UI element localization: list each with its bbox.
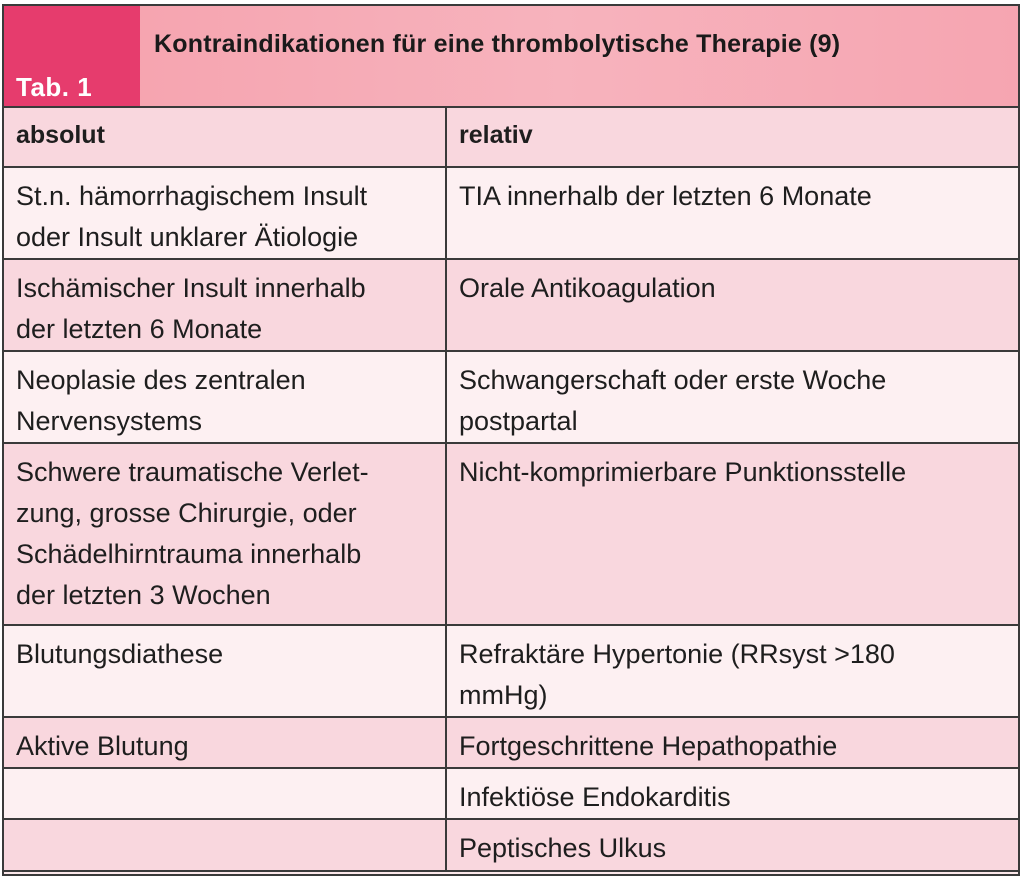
table-title: Kontraindikationen für eine thrombolytische Therapie (9) — [154, 30, 841, 58]
cell-text-line: Orale Antikoagulation — [459, 273, 716, 303]
cell-text-line: Schädelhirntrauma innerhalb — [16, 539, 362, 569]
cell-text-line: oder Insult unklarer Ätiologie — [16, 222, 359, 252]
cell-relativ — [446, 625, 1018, 717]
cell-absolut — [4, 351, 446, 443]
cell-absolut — [4, 259, 446, 351]
cell-text-line: postpartal — [459, 406, 578, 436]
table-number-badge — [4, 6, 140, 106]
cell-relativ — [446, 259, 1018, 351]
cell-text-line: Schwangerschaft oder erste Woche — [459, 365, 887, 395]
column-header-relativ: relativ — [446, 108, 1018, 167]
table-row — [4, 625, 1018, 717]
contraindications-table — [4, 108, 1018, 872]
contraindications-table-card — [2, 4, 1020, 876]
cell-absolut — [4, 717, 446, 768]
cell-absolut — [4, 167, 446, 259]
cell-text-line: der letzten 6 Monate — [16, 314, 263, 344]
table-row — [4, 819, 1018, 871]
cell-text-line: der letzten 3 Wochen — [16, 580, 271, 610]
cell-text-line: Peptisches Ulkus — [459, 833, 667, 863]
cell-relativ — [446, 819, 1018, 871]
table-row — [4, 443, 1018, 625]
cell-text-line: Nicht-komprimierbare Punktionsstelle — [459, 457, 907, 487]
cell-text-line: Nervensystems — [16, 406, 203, 436]
table-row — [4, 717, 1018, 768]
table-header-row — [4, 108, 1018, 167]
cell-absolut — [4, 819, 446, 871]
cell-relativ — [446, 443, 1018, 625]
cell-relativ — [446, 351, 1018, 443]
cell-relativ — [446, 768, 1018, 819]
table-row — [4, 259, 1018, 351]
cell-text-line: Blutungsdiathese — [16, 639, 224, 669]
cell-text-line: zung, grosse Chirurgie, oder — [16, 498, 357, 528]
cell-relativ — [446, 717, 1018, 768]
cell-text-line: TIA innerhalb der letzten 6 Monate — [459, 181, 872, 211]
cell-text-line: mmHg) — [459, 680, 548, 710]
cell-absolut — [4, 625, 446, 717]
column-header-absolut: absolut — [4, 108, 446, 167]
cell-text-line: Refraktäre Hypertonie (RRsyst >180 — [459, 639, 895, 669]
cell-absolut — [4, 768, 446, 819]
table-row — [4, 351, 1018, 443]
cell-text-line: Schwere traumatische Verlet- — [16, 457, 369, 487]
table-row — [4, 768, 1018, 819]
cell-text-line: Infektiöse Endokarditis — [459, 782, 731, 812]
cell-text-line: St.n. hämorrhagischem Insult — [16, 181, 368, 211]
cell-relativ — [446, 167, 1018, 259]
cell-text-line: Neoplasie des zentralen — [16, 365, 306, 395]
table-row — [4, 167, 1018, 259]
cell-text-line: Aktive Blutung — [16, 731, 189, 761]
cell-text-line: Ischämischer Insult innerhalb — [16, 273, 366, 303]
cell-absolut — [4, 443, 446, 625]
cell-text-line: Fortgeschrittene Hepathopathie — [459, 731, 838, 761]
table-header-banner — [4, 6, 1018, 108]
table-number-label: Tab. 1 — [16, 72, 93, 102]
